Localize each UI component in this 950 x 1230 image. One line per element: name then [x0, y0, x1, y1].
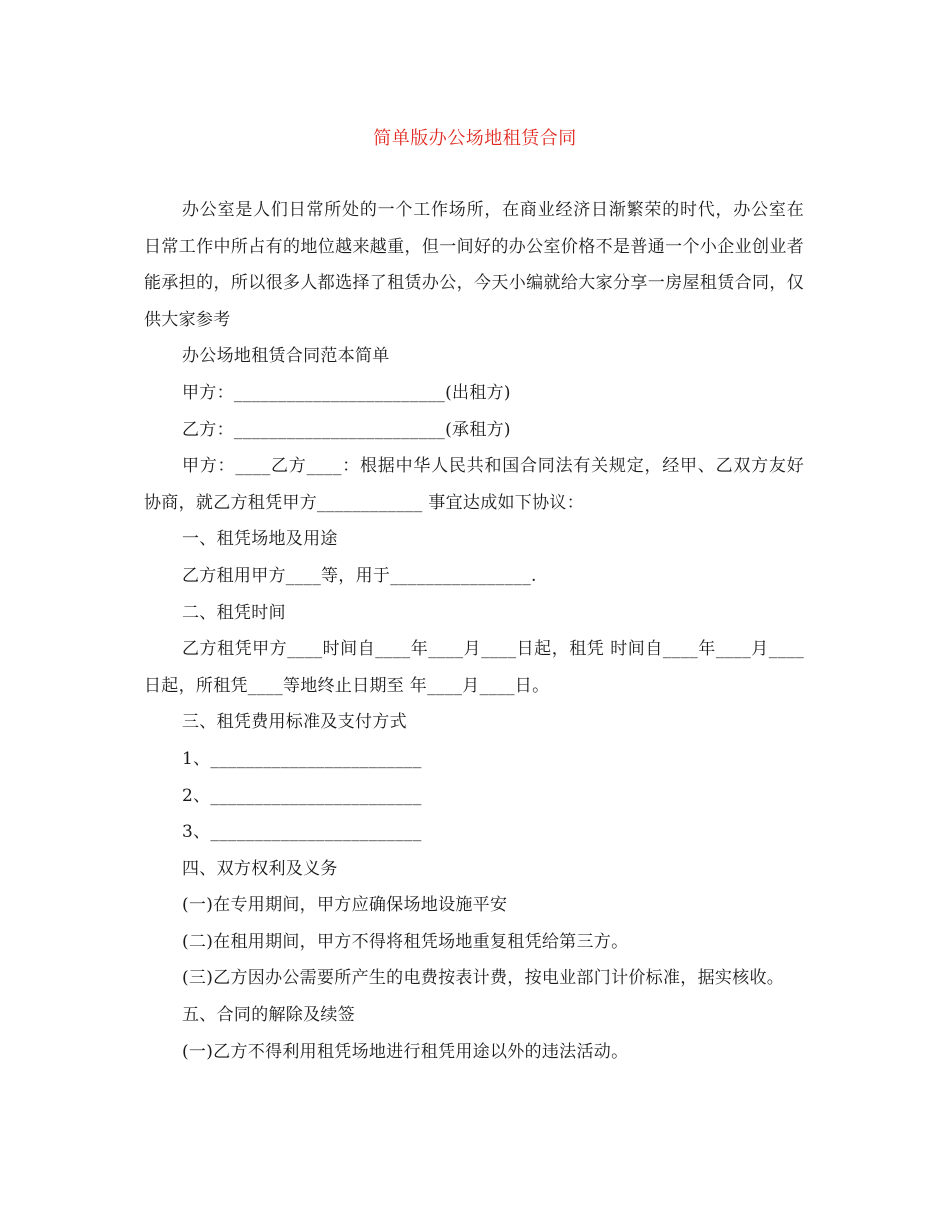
preamble-paragraph: 甲方：____乙方____：根据中华人民共和国合同法有关规定，经甲、乙双方友好协商，就乙方租凭甲方____________ 事宜达成如下协议： — [144, 456, 804, 513]
section-4-heading: 四、双方权利及义务 — [182, 858, 338, 879]
contract-heading: 办公场地租赁合同范本简单 — [182, 346, 390, 367]
intro-paragraph: 办公室是人们日常所处的一个工作场所，在商业经济日渐繁荣的时代，办公室在日常工作中所占有的地位越来越重，但一间好的办公室价格不是普通一个小企业创业者能承担的，所以很多人都选择了租赁办公，今天小编就给大家分享一房屋租赁合同，仅供大家参考 — [144, 200, 804, 330]
fee-item-1: 1、________________________ — [182, 748, 422, 769]
fee-item-2: 2、________________________ — [182, 785, 422, 806]
party-a-line: 甲方：________________________(出租方) — [182, 382, 511, 403]
fee-item-3: 3、________________________ — [182, 822, 422, 843]
document-body — [144, 192, 804, 1070]
section-4-clause-2: (二)在租用期间，甲方不得将租凭场地重复租凭给第三方。 — [182, 931, 629, 952]
section-4-clause-1: (一)在专用期间，甲方应确保场地设施平安 — [182, 895, 508, 916]
document-title: 简单版办公场地租赁合同 — [373, 128, 577, 149]
section-1-text: 乙方租用甲方____等，用于________________. — [182, 565, 537, 586]
section-2-heading: 二、租凭时间 — [182, 602, 286, 623]
section-2-text: 乙方租凭甲方____时间自____年____月____日起，租凭 时间自____年____月____日起，所租凭____等地终止日期至 年____月____日。 — [144, 639, 804, 696]
section-3-heading: 三、租凭费用标准及支付方式 — [182, 712, 407, 733]
section-1-heading: 一、租凭场地及用途 — [182, 529, 338, 550]
party-b-line: 乙方：________________________(承租方) — [182, 419, 511, 440]
section-5-heading: 五、合同的解除及续签 — [182, 1005, 355, 1026]
section-5-clause-1: (一)乙方不得利用租凭场地进行租凭用途以外的违法活动。 — [182, 1041, 629, 1062]
section-4-clause-3: (三)乙方因办公需要所产生的电费按表计费，按电业部门计价标准，据实核收。 — [182, 968, 785, 989]
